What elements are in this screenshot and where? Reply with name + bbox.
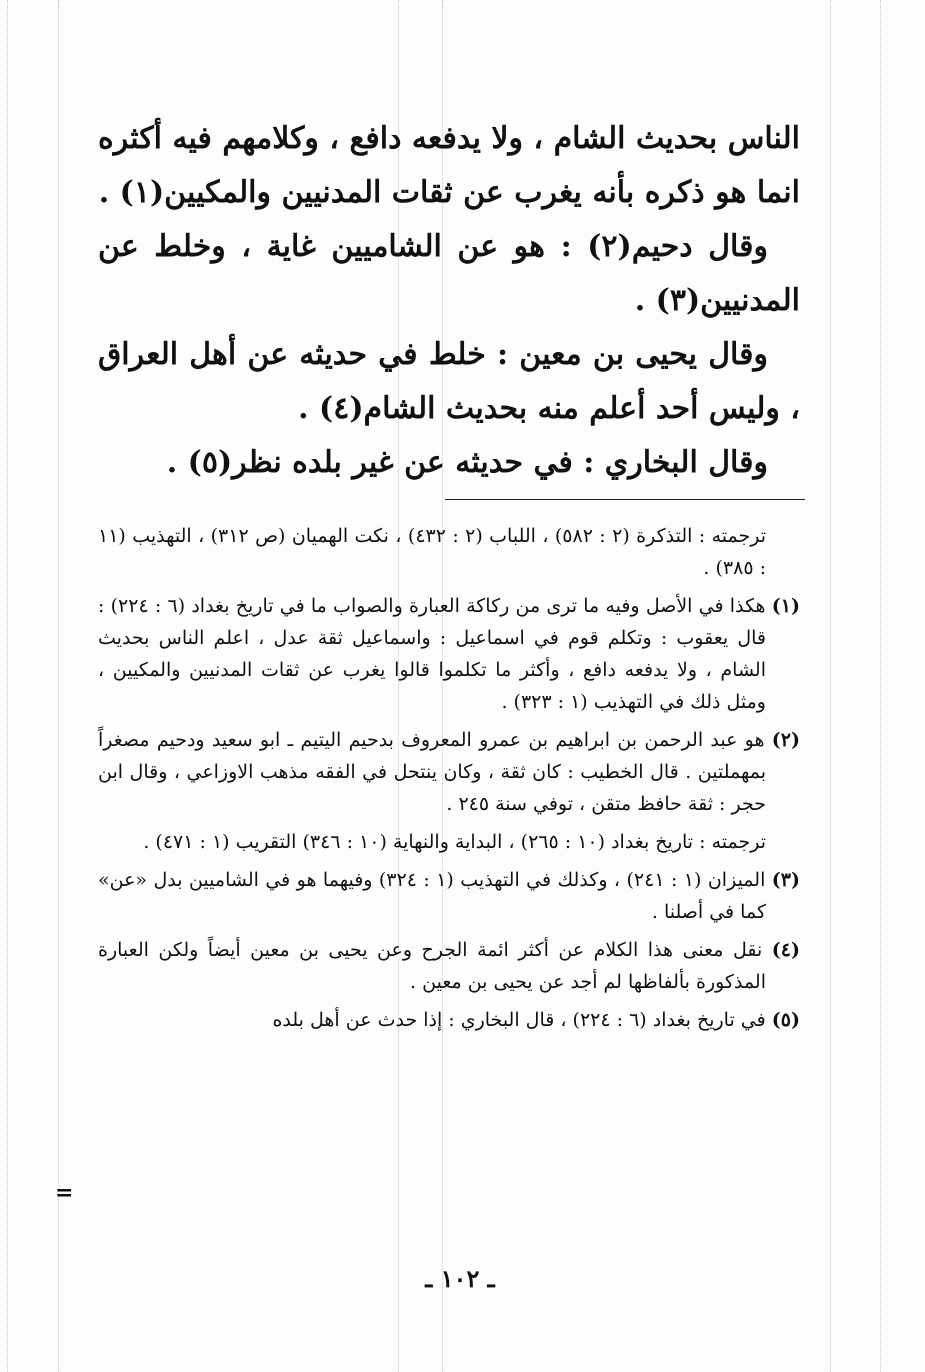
main-paragraph: وقال دحيم(٢) : هو عن الشاميين غاية ، وخلط عن المدنيين(٣) . <box>98 229 800 318</box>
footnote-text: في تاريخ بغداد (٦ : ٢٢٤) ، قال البخاري : إذا حدث عن أهل بلده <box>272 1009 766 1031</box>
footnote-marker: (٤) <box>771 939 800 961</box>
scan-guide-line <box>880 0 881 1372</box>
footnote-marker: (١) <box>771 595 800 617</box>
footnote-1 <box>98 590 800 718</box>
continuation-mark: = <box>55 1180 74 1206</box>
footnote-separator <box>445 499 805 500</box>
footnote-2-source: ترجمته : تاريخ بغداد (١٠ : ٢٦٥) ، البداية والنهاية (١٠ : ٣٤٦) التقريب (١ : ٤٧١) . <box>143 831 766 853</box>
footnote-3 <box>98 864 800 928</box>
footnote-4 <box>98 934 800 998</box>
page-number: ـ ١٠٢ ـ <box>425 1264 495 1293</box>
scan-guide-line <box>830 0 831 1372</box>
main-paragraph: الناس بحديث الشام ، ولا يدفعه دافع ، وكلامهم فيه أكثره انما هو ذكره بأنه يغرب عن ثقات المدنيين والمكيين(١) . <box>98 121 800 210</box>
footnote-text: هكذا في الأصل وفيه ما ترى من ركاكة العبارة والصواب ما في تاريخ بغداد (٦ : ٢٢٤) : قال يعقوب : وتكلم قوم في اسماعيل : واسماعيل ثقة عدل ، اعلم الناس بحديث الشام ، ولا يدفعه دافع ، وأكثر ما تكلموا قالوا يغرب عن ثقات المدنيين والمكيين ، ومثل ذلك في التهذيب (١ : ٣٢٣) . <box>98 595 766 713</box>
footnote-marker: (٢) <box>771 729 800 751</box>
footnote-2 <box>98 724 800 820</box>
footnote-marker: (٥) <box>771 1009 800 1031</box>
footnote-5 <box>98 1004 800 1036</box>
footnote-text: الميزان (١ : ٢٤١) ، وكذلك في التهذيب (١ : ٣٢٤) وفيهما هو في الشاميين بدل «عن» كما في أصلنا . <box>98 869 766 923</box>
footnote-marker: (٣) <box>771 869 801 891</box>
main-paragraph: وقال يحيى بن معين : خلط في حديثه عن أهل العراق ، وليس أحد أعلم منه بحديث الشام(٤) . <box>98 337 800 426</box>
scan-guide-line <box>7 0 8 1372</box>
main-paragraph: وقال البخاري : في حديثه عن غير بلده نظر(٥) . <box>166 445 768 480</box>
footnote-text: نقل معنى هذا الكلام عن أكثر ائمة الجرح وعن يحيى بن معين أيضاً ولكن العبارة المذكورة بألفاظها لم أجد عن يحيى بن معين . <box>98 939 766 993</box>
footnotes <box>98 520 800 1042</box>
source-note: ترجمته : التذكرة (٢ : ٥٨٢) ، اللباب (٢ : ٤٣٢) ، نكت الهميان (ص ٣١٢) ، التهذيب (١١ : ٣٨٥) . <box>98 525 767 579</box>
footnote-text: هو عبد الرحمن بن ابراهيم بن عمرو المعروف بدحيم اليتيم ـ ابو سعيد ودحيم مصغراً بمهملتين . قال الخطيب : كان ثقة ، وكان ينتحل في الفقه مذهب الاوزاعي ، وقال ابن حجر : ثقة حافظ متقن ، توفي سنة ٢٤٥ . <box>98 729 766 815</box>
scan-guide-line <box>58 0 59 1372</box>
main-text <box>98 112 800 490</box>
